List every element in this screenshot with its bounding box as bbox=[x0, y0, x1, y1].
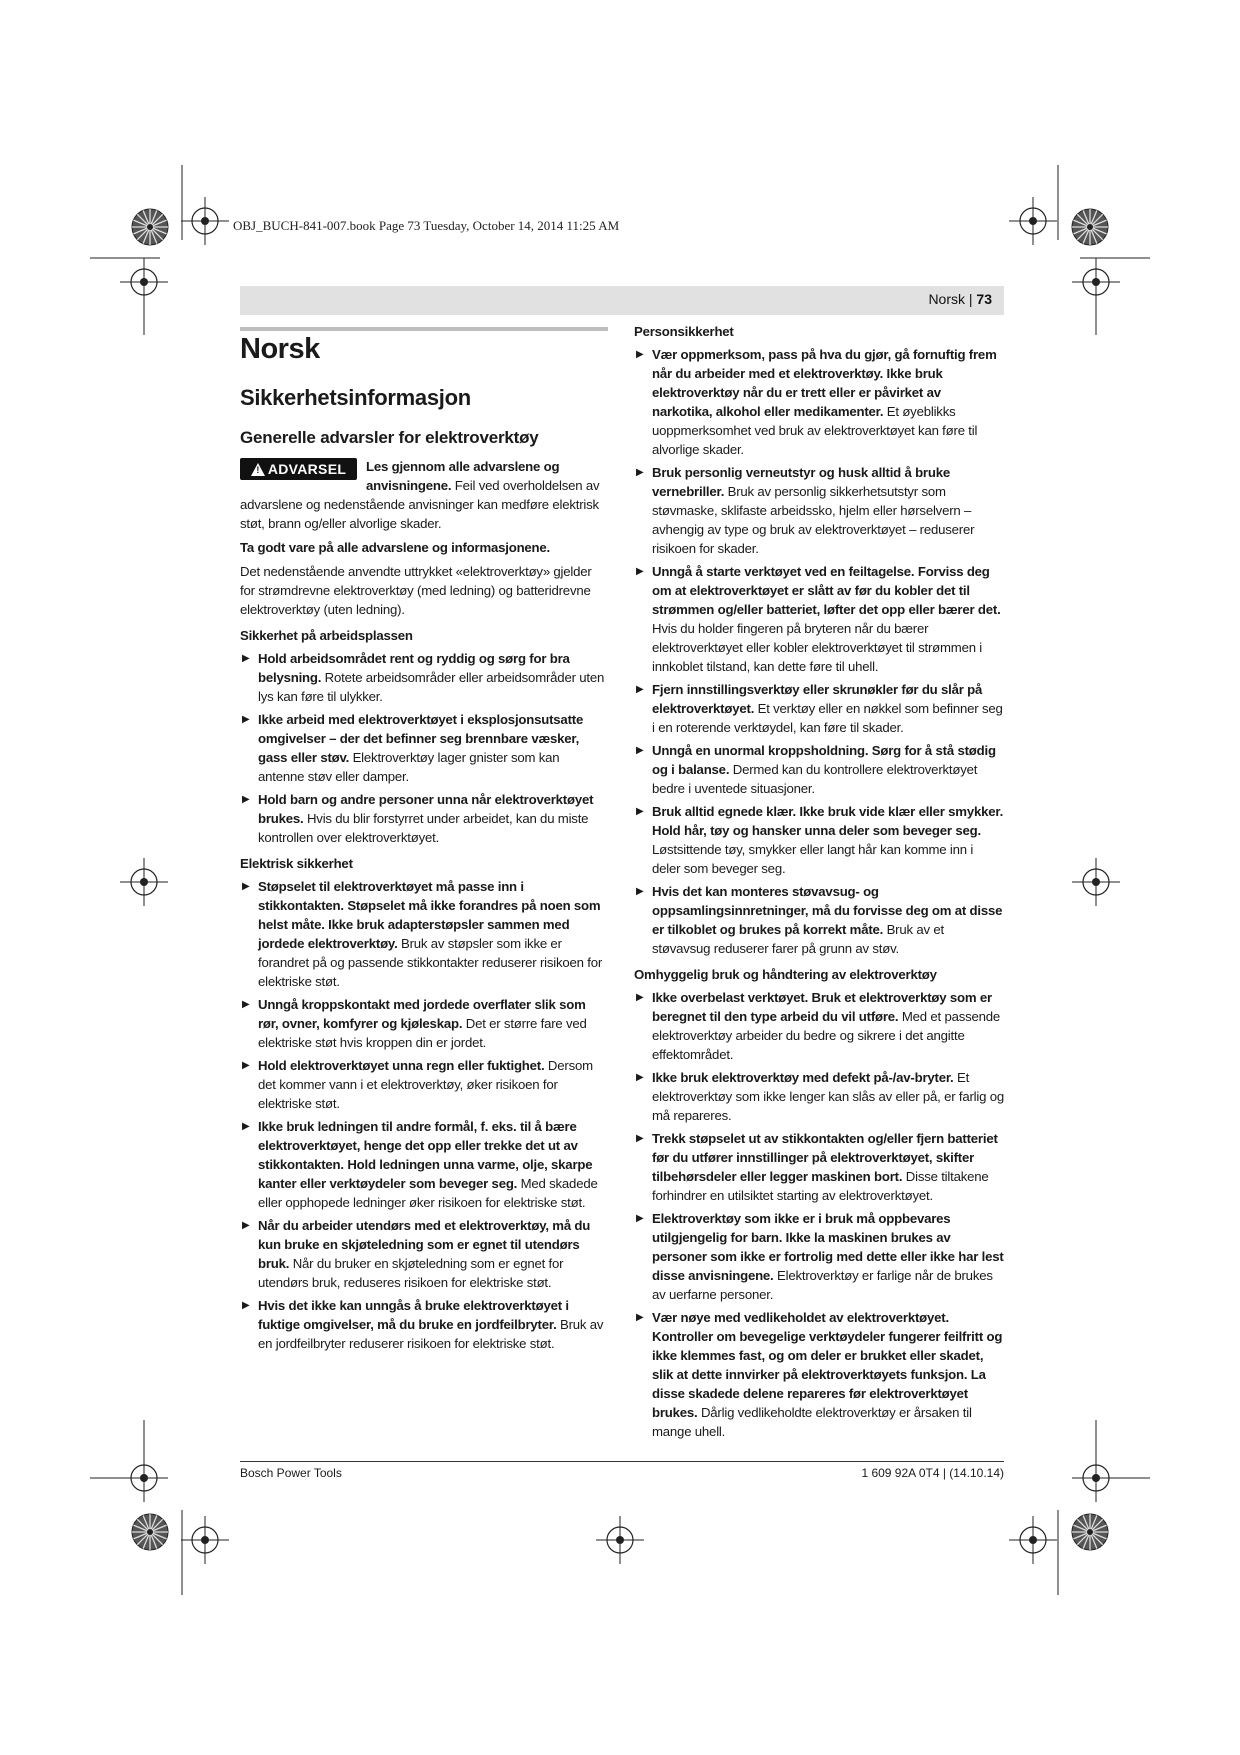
book-info: OBJ_BUCH-841-007.book Page 73 Tuesday, October 14, 2014 11:25 AM bbox=[233, 218, 620, 233]
bullet-arrow-icon: ▶ bbox=[636, 886, 644, 897]
right-column bbox=[634, 322, 1004, 1441]
bullet-arrow-icon: ▶ bbox=[242, 1060, 250, 1071]
list-item bbox=[634, 882, 1004, 958]
footer-right: 1 609 92A 0T4 | (14.10.14) bbox=[861, 1466, 1004, 1480]
list-item bbox=[240, 649, 608, 706]
item-text: Disse tiltakene forhindrer en utilsiktet starting av elektroverktøyet. bbox=[652, 1169, 989, 1203]
item-bold-text: Ikke arbeid med elektroverktøyet i eksplosjonsutsatte omgivelser – der det befinner seg brennbare væsker, gass eller støv. bbox=[258, 712, 584, 765]
bullet-arrow-icon: ▶ bbox=[636, 1133, 644, 1144]
header-language: Norsk bbox=[928, 291, 965, 307]
item-text: Hvis du blir forstyrret under arbeidet, kan du miste kontrollen over elektroverktøyet. bbox=[258, 811, 589, 845]
item-bold-text: Fjern innstillingsverktøy eller skrunøkler før du slår på elektroverktøyet. bbox=[652, 682, 983, 716]
item-bold-text: Unngå en unormal kroppsholdning. Sørg for å stå stødig og i balanse. bbox=[652, 743, 996, 777]
bullet-arrow-icon: ▶ bbox=[636, 992, 644, 1003]
section-heading: Personsikkerhet bbox=[634, 324, 734, 339]
footer-left: Bosch Power Tools bbox=[240, 1466, 342, 1480]
item-text: Bruk av en jordfeilbryter reduserer risikoen for elektriske støt. bbox=[258, 1317, 604, 1351]
bullet-arrow-icon: ▶ bbox=[242, 1300, 250, 1311]
item-bold-text: Elektroverktøy som ikke er i bruk må oppbevares utilgjengelig for barn. Ikke la maskinen brukes av personer som ikke er fortrolig med dette eller ikke har lest disse anvisningene. bbox=[652, 1211, 1004, 1283]
item-bold-text: Hold barn og andre personer unna når elektroverktøyet brukes. bbox=[258, 792, 594, 826]
intro-paragraph: Det nedenstående anvendte uttrykket «elektroverktøy» gjelder for strømdrevne elektroverktøy (med ledning) og batteridrevne elektroverktøy (uten ledning). bbox=[240, 564, 592, 617]
list-item bbox=[240, 995, 608, 1052]
item-bold-text: Unngå kroppskontakt med jordede overflater slik som rør, ovner, komfyrer og kjøleskap. bbox=[258, 997, 586, 1031]
item-bold-text: Trekk støpselet ut av stikkontakten og/eller fjern batteriet før du utfører innstillinger på elektroverktøyet, skifter tilbehørsdeler eller legger maskinen bort. bbox=[652, 1131, 998, 1184]
item-text: Bruk av et støvavsug reduserer farer på grunn av støv. bbox=[652, 922, 944, 956]
item-text: Bruk av personlig sikkerhetsutstyr som støvmaske, sklifaste arbeidssko, hjelm eller hørselvern – avhengig av type og bruk av elektroverktøyet – reduserer risikoen for skader. bbox=[652, 484, 975, 556]
list-item bbox=[240, 1216, 608, 1292]
bullet-arrow-icon: ▶ bbox=[636, 1072, 644, 1083]
item-bold-text: Når du arbeider utendørs med et elektroverktøy, må du kun bruke en skjøteledning som er egnet til utendørs bruk. bbox=[258, 1218, 591, 1271]
list-item bbox=[634, 345, 1004, 459]
item-text: Et elektroverktøy som ikke lenger kan slås av eller på, er farlig og må repareres. bbox=[652, 1070, 1005, 1123]
item-bold-text: Bruk alltid egnede klær. Ikke bruk vide klær eller smykker. Hold hår, tøy og hansker unna deler som beveger seg. bbox=[652, 804, 1004, 838]
page-header bbox=[240, 286, 1004, 315]
section-heading: Omhyggelig bruk og håndtering av elektroverktøy bbox=[634, 967, 937, 982]
warning-badge bbox=[240, 458, 357, 480]
item-bold-text: Vær nøye med vedlikeholdet av elektroverktøyet. Kontroller om bevegelige verktøydeler fungerer feilfritt og ikke klemmes fast, og om deler er brukket eller skadet, slik at dette innvirker på elektroverktøyets funksjon. La disse skadede delene repareres før elektroverktøyet brukes. bbox=[652, 1310, 1003, 1420]
page-number: 73 bbox=[976, 291, 992, 307]
header-text bbox=[928, 291, 992, 307]
item-text: Hvis du holder fingeren på bryteren når du bærer elektroverktøyet eller kobler elektroverktøyet til strømmen i innkoblet tilstand, kan dette føre til uhell. bbox=[652, 621, 983, 674]
footer-rule bbox=[240, 1461, 1004, 1462]
item-text: Med skadede eller opphopede ledninger øker risikoen for elektriske støt. bbox=[258, 1176, 598, 1210]
item-bold-text: Unngå å starte verktøyet ved en feiltagelse. Forviss deg om at elektroverktøyet er slått av før du kobler det til strømmen og/eller batteriet, løfter det opp eller bærer det. bbox=[652, 564, 1001, 617]
list-item bbox=[634, 680, 1004, 737]
item-text: Dersom det kommer vann i et elektroverktøy, øker risikoen for elektriske støt. bbox=[258, 1058, 593, 1111]
left-column bbox=[240, 330, 608, 1353]
keep-note: Ta godt vare på alle advarslene og informasjonene. bbox=[240, 540, 551, 555]
list-item bbox=[240, 1056, 608, 1113]
item-text: Med et passende elektroverktøy arbeider du bedre og sikrere i det angitte effektområdet. bbox=[652, 1009, 1001, 1062]
item-text: Når du bruker en skjøteledning som er egnet for utendørs bruk, reduseres risikoen for elektriske støt. bbox=[258, 1256, 564, 1290]
item-bold-text: Vær oppmerksom, pass på hva du gjør, gå fornuftig frem når du arbeider med et elektroverktøy. Ikke bruk elektroverktøy når du er trett eller er påvirket av narkotika, alkohol eller medikamenter. bbox=[652, 347, 997, 419]
item-text: Løstsittende tøy, smykker eller langt hår kan komme inn i deler som beveger seg. bbox=[652, 842, 974, 876]
item-bold-text: Ikke bruk elektroverktøy med defekt på-/av-bryter. bbox=[652, 1070, 954, 1085]
bullet-arrow-icon: ▶ bbox=[242, 714, 250, 725]
item-text: Dårlig vedlikeholdte elektroverktøy er årsaken til mange uhell. bbox=[652, 1405, 972, 1439]
warning-block bbox=[240, 457, 608, 533]
item-bold-text: Hold elektroverktøyet unna regn eller fuktighet. bbox=[258, 1058, 545, 1073]
item-text: Elektroverktøy lager gnister som kan antenne støv eller damper. bbox=[258, 750, 560, 784]
section-title: Sikkerhetsinformasjon bbox=[240, 385, 471, 410]
list-item bbox=[634, 1209, 1004, 1304]
warning-badge-label: ADVARSEL bbox=[267, 461, 347, 477]
bullet-arrow-icon: ▶ bbox=[636, 467, 644, 478]
item-bold-text: Ikke bruk ledningen til andre formål, f. eks. til å bære elektroverktøyet, henge det opp eller trekke det ut av stikkontakten. Hold ledningen unna varme, olje, skarpe kanter eller verktøydeler som beveger seg. bbox=[258, 1119, 593, 1191]
bullet-arrow-icon: ▶ bbox=[636, 745, 644, 756]
bullet-arrow-icon: ▶ bbox=[636, 349, 644, 360]
list-item bbox=[240, 1117, 608, 1212]
item-text: Bruk av støpsler som ikke er forandret på og passende stikkontakter reduserer risikoen for elektriske støt. bbox=[258, 936, 603, 989]
item-text: Elektroverktøy er farlige når de brukes av uerfarne personer. bbox=[652, 1268, 993, 1302]
section-heading: Elektrisk sikkerhet bbox=[240, 856, 353, 871]
item-text: Et øyeblikks uoppmerksomhet ved bruk av elektroverktøyet kan føre til alvorlige skader. bbox=[652, 404, 978, 457]
list-item bbox=[634, 741, 1004, 798]
page-title: Norsk bbox=[240, 333, 320, 365]
bullet-arrow-icon: ▶ bbox=[636, 1312, 644, 1323]
right-sections bbox=[634, 322, 1004, 1441]
bullet-arrow-icon: ▶ bbox=[242, 653, 250, 664]
item-bold-text: Støpselet til elektroverktøyet må passe inn i stikkontakten. Støpselet må ikke forandres på noen som helst måte. Ikke bruk adapterstøpsler sammen med jordede elektroverktøy. bbox=[258, 879, 601, 951]
bullet-arrow-icon: ▶ bbox=[242, 1220, 250, 1231]
subsection-title: Generelle advarsler for elektroverktøy bbox=[240, 428, 539, 447]
list-item bbox=[240, 710, 608, 786]
item-bold-text: Ikke overbelast verktøyet. Bruk et elektroverktøy som er beregnet til den type arbeid du vil utføre. bbox=[652, 990, 992, 1024]
bullet-arrow-icon: ▶ bbox=[242, 999, 250, 1010]
item-bold-text: Hvis det kan monteres støvavsug- og oppsamlingsinnretninger, må du forvisse deg om at disse er tilkoblet og brukes på korrekt måte. bbox=[652, 884, 1003, 937]
item-text: Det er større fare ved elektriske støt hvis kroppen din er jordet. bbox=[258, 1016, 587, 1050]
warning-bold-text: Les gjennom alle advarslene og anvisningene. bbox=[366, 459, 560, 493]
bullet-arrow-icon: ▶ bbox=[636, 684, 644, 695]
list-item bbox=[634, 802, 1004, 878]
list-item bbox=[240, 877, 608, 991]
header-separator: | bbox=[965, 291, 977, 307]
item-bold-text: Hvis det ikke kan unngås å bruke elektroverktøyet i fuktige omgivelser, må du bruke en jordfeilbryter. bbox=[258, 1298, 569, 1332]
bullet-arrow-icon: ▶ bbox=[242, 794, 250, 805]
list-item bbox=[634, 988, 1004, 1064]
list-item bbox=[634, 1129, 1004, 1205]
bullet-arrow-icon: ▶ bbox=[636, 806, 644, 817]
list-item bbox=[634, 1308, 1004, 1441]
list-item bbox=[634, 463, 1004, 558]
list-item bbox=[240, 1296, 608, 1353]
bullet-arrow-icon: ▶ bbox=[636, 1213, 644, 1224]
bullet-arrow-icon: ▶ bbox=[242, 881, 250, 892]
warning-triangle-icon: ! bbox=[251, 463, 265, 476]
item-text: Et verktøy eller en nøkkel som befinner seg i en roterende verktøydel, kan føre til skader. bbox=[652, 701, 1003, 735]
left-sections bbox=[240, 626, 608, 1353]
item-text: Dermed kan du kontrollere elektroverktøyet bedre i uventede situasjoner. bbox=[652, 762, 978, 796]
section-heading: Sikkerhet på arbeidsplassen bbox=[240, 628, 413, 643]
warning-text: Feil ved overholdelsen av advarslene og nedenstående anvisninger kan medføre elektrisk støt, brann og/eller alvorlige skader. bbox=[240, 478, 600, 531]
list-item bbox=[240, 790, 608, 847]
bullet-arrow-icon: ▶ bbox=[242, 1121, 250, 1132]
list-item bbox=[634, 562, 1004, 676]
item-bold-text: Bruk personlig verneutstyr og husk alltid å bruke vernebriller. bbox=[652, 465, 950, 499]
item-bold-text: Hold arbeidsområdet rent og ryddig og sørg for bra belysning. bbox=[258, 651, 570, 685]
bullet-arrow-icon: ▶ bbox=[636, 566, 644, 577]
list-item bbox=[634, 1068, 1004, 1125]
item-text: Rotete arbeidsområder eller arbeidsområder uten lys kan føre til ulykker. bbox=[258, 670, 605, 704]
